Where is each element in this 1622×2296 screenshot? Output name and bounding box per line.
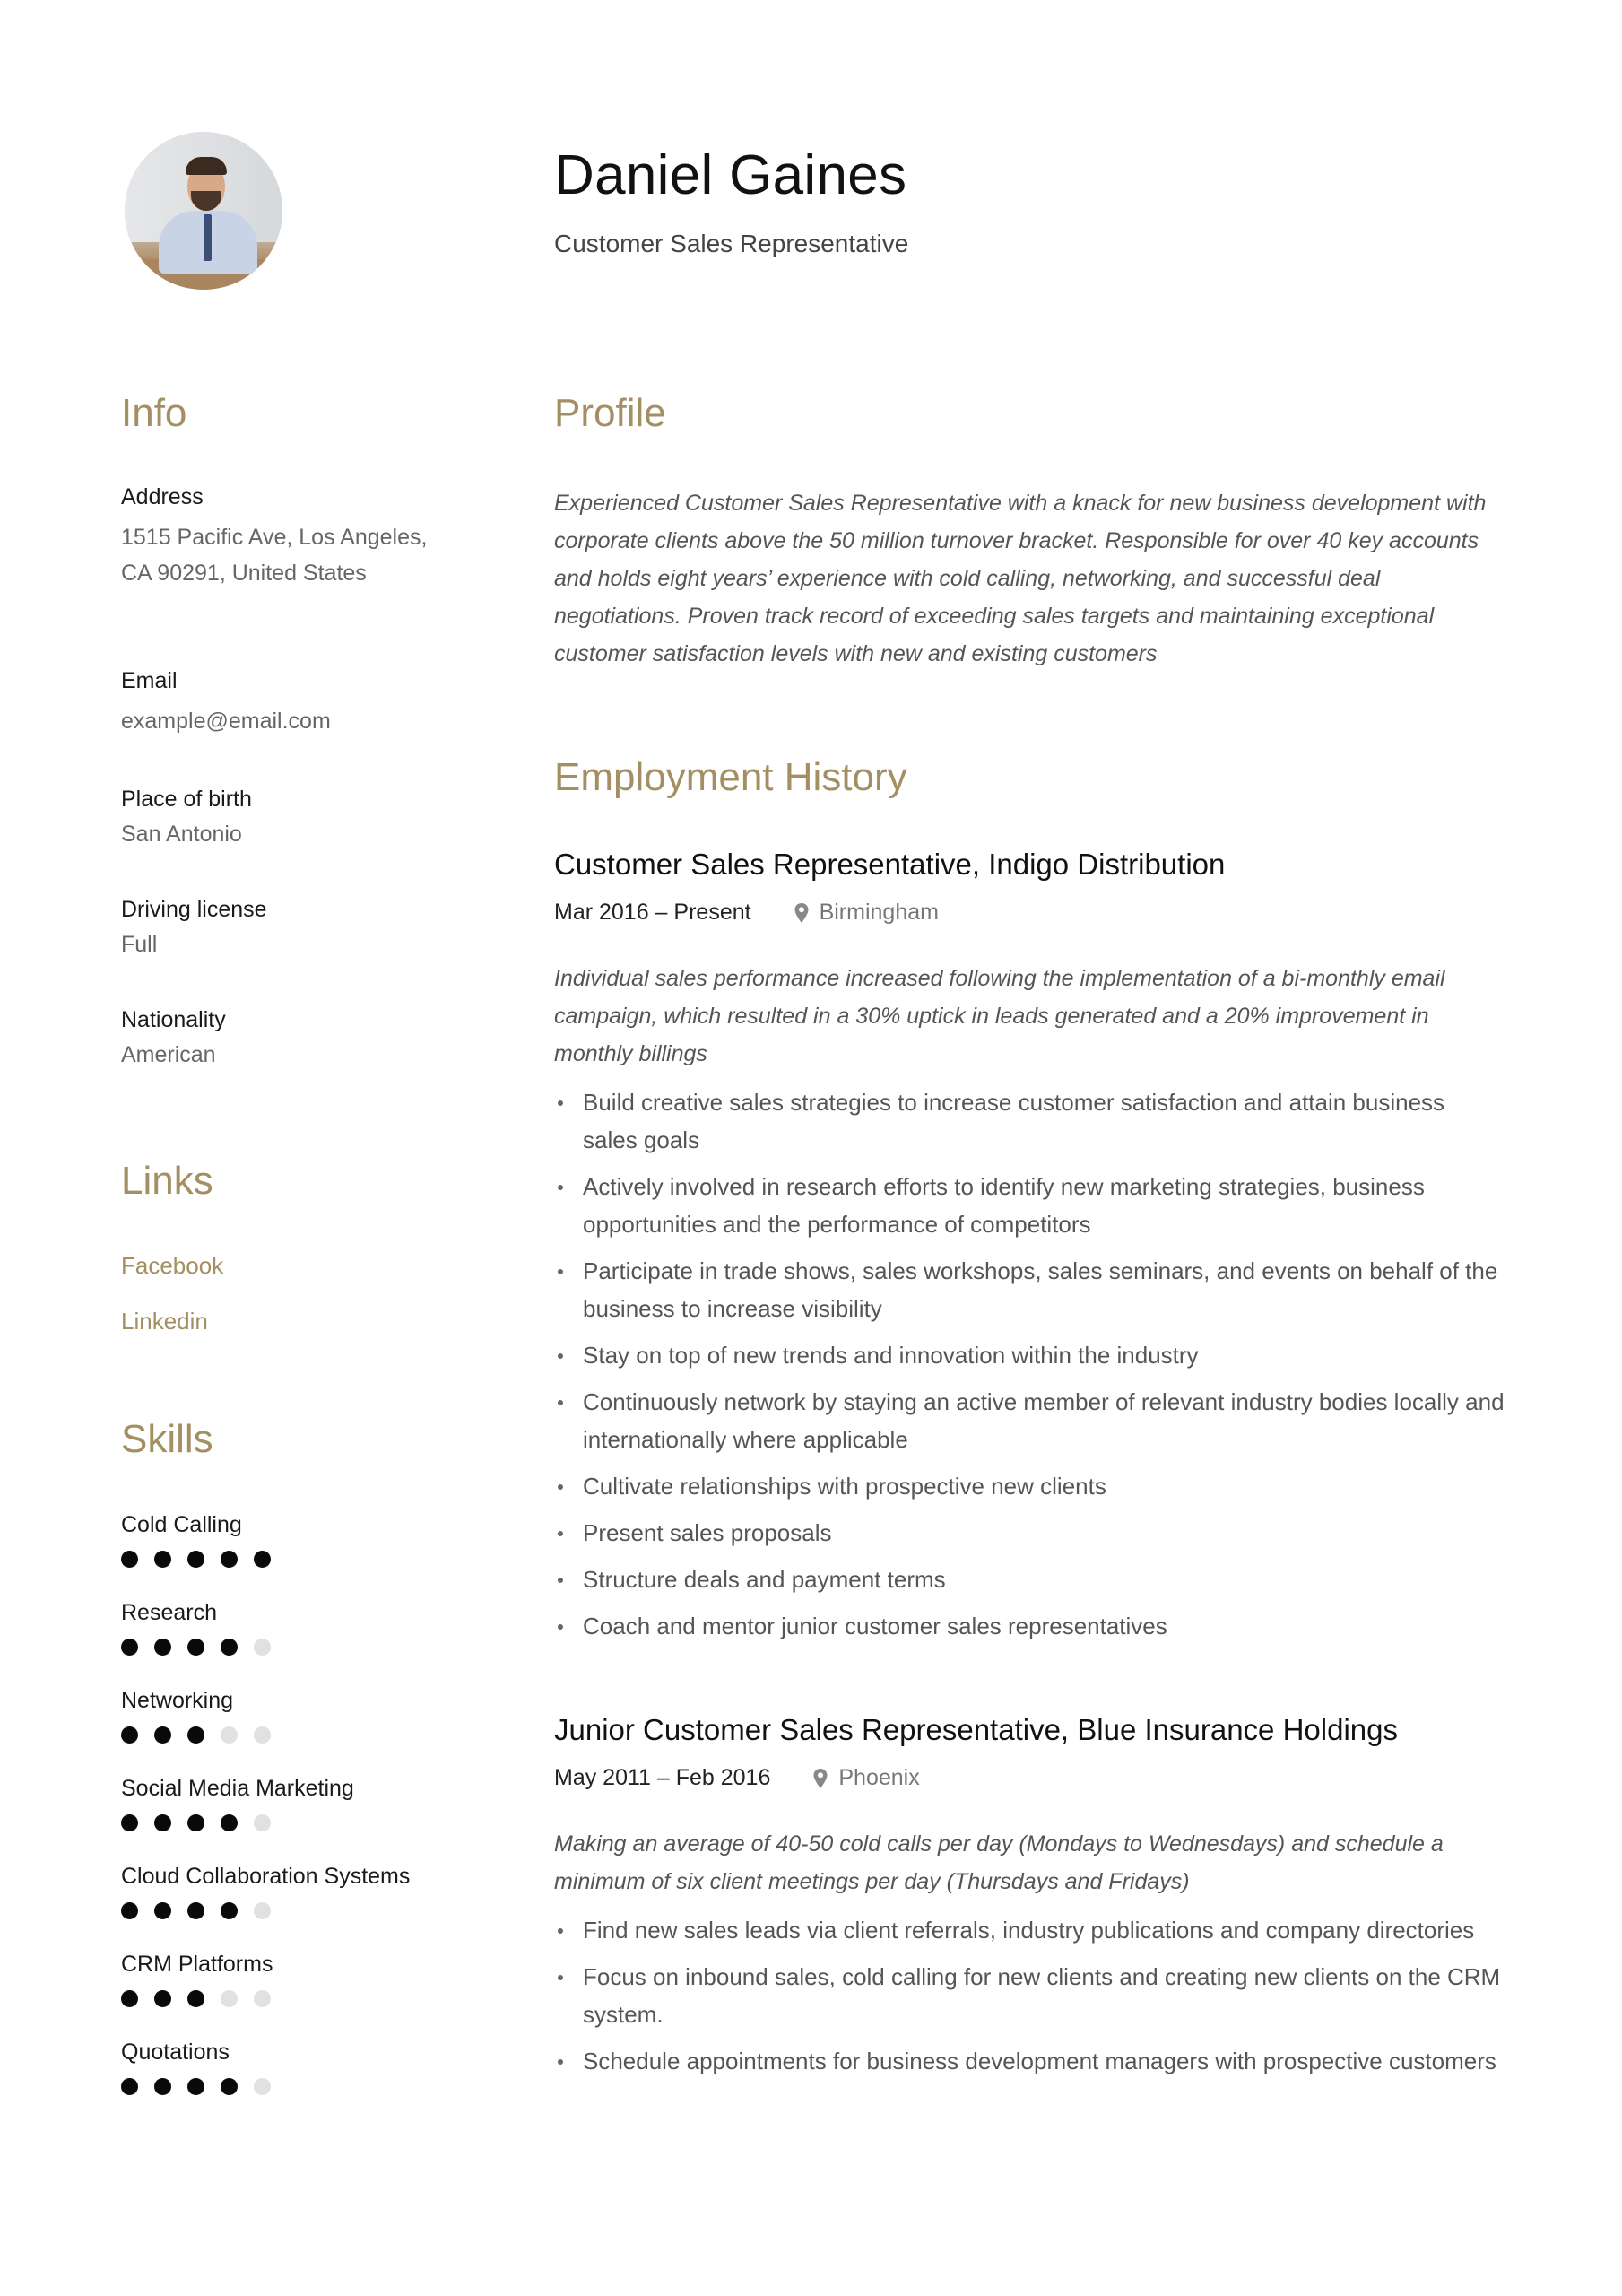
rating-dot-empty-icon — [254, 2078, 271, 2095]
link-facebook[interactable]: Facebook — [121, 1252, 224, 1279]
info-birthplace — [121, 787, 462, 852]
rating-dot-empty-icon — [221, 1726, 238, 1744]
job-meta — [554, 900, 1505, 926]
job-bullet: Coach and mentor junior customer sales representatives — [554, 1607, 1505, 1645]
info-label: Email — [121, 668, 178, 693]
rating-dot-filled-icon — [187, 1814, 204, 1831]
location-pin-icon — [811, 1768, 829, 1789]
job-bullet: Focus on inbound sales, cold calling for new clients and creating new clients on the CRM system. — [554, 1958, 1505, 2033]
job-title: Customer Sales Representative, Indigo Distribution — [554, 848, 1226, 881]
job-entry-2 — [554, 1713, 1505, 2089]
rating-dot-filled-icon — [221, 1814, 238, 1831]
rating-dot-filled-icon — [121, 1551, 138, 1568]
rating-dot-filled-icon — [187, 2078, 204, 2095]
skill-item — [121, 1512, 462, 1568]
skills-list — [121, 1512, 462, 2127]
rating-dot-filled-icon — [221, 1902, 238, 1919]
info-value: Full — [121, 932, 158, 957]
info-value: San Antonio — [121, 822, 242, 847]
info-nationality — [121, 1007, 462, 1073]
info-label: Driving license — [121, 897, 267, 922]
rating-dot-filled-icon — [221, 1639, 238, 1656]
rating-dot-filled-icon — [187, 1990, 204, 2007]
job-bullet: Continuously network by staying an active member of relevant industry bodies locally and internationally where applicable — [554, 1383, 1505, 1458]
job-summary: Making an average of 40-50 cold calls per day (Mondays to Wednesdays) and schedule a minimum of six client meetings per day (Thursdays and Fridays) — [554, 1831, 1444, 1894]
job-summary: Individual sales performance increased following the implementation of a bi-monthly email campaign, which resulted in a 30% uptick in leads generated and a 20% improvement in monthly billings — [554, 966, 1445, 1066]
rating-dot-filled-icon — [154, 1639, 171, 1656]
skill-name: Quotations — [121, 2039, 230, 2065]
rating-dot-filled-icon — [121, 1990, 138, 2007]
skill-rating — [121, 1639, 462, 1656]
skill-rating — [121, 1814, 462, 1831]
links-heading: Links — [121, 1159, 213, 1203]
rating-dot-empty-icon — [254, 1814, 271, 1831]
info-value: 1515 Pacific Ave, Los Angeles, CA 90291, United States — [121, 525, 428, 586]
skill-rating — [121, 1726, 462, 1744]
rating-dot-filled-icon — [154, 1551, 171, 1568]
skill-name: Social Media Marketing — [121, 1776, 354, 1801]
job-location — [811, 1765, 919, 1791]
job-bullet: Structure deals and payment terms — [554, 1561, 1505, 1598]
job-bullet: Stay on top of new trends and innovation within the industry — [554, 1336, 1505, 1374]
skill-name: Networking — [121, 1688, 234, 1713]
job-bullet: Find new sales leads via client referrals, industry publications and company directories — [554, 1911, 1505, 1949]
profile-photo — [125, 132, 282, 290]
profile-summary: Experienced Customer Sales Representative with a knack for new business development with corporate clients above the 50 million turnover bracket. Responsible for over 40 key accounts and holds eight years’ experience with cold calling, networking, and successful deal negotiations. Proven track record of exceeding sales targets and maintaining exceptional customer satisfaction levels with new and existing customers — [554, 491, 1487, 666]
skill-name: CRM Platforms — [121, 1952, 273, 1977]
rating-dot-filled-icon — [187, 1726, 204, 1744]
info-driving-license — [121, 897, 462, 962]
skill-rating — [121, 1551, 462, 1568]
job-bullet: Participate in trade shows, sales workshops, sales seminars, and events on behalf of the business to increase visibility — [554, 1252, 1505, 1327]
rating-dot-empty-icon — [254, 1990, 271, 2007]
skill-item — [121, 1688, 462, 1744]
rating-dot-filled-icon — [254, 1551, 271, 1568]
rating-dot-empty-icon — [254, 1726, 271, 1744]
info-email — [121, 668, 462, 739]
skill-item — [121, 1864, 462, 1919]
info-label: Place of birth — [121, 787, 252, 812]
rating-dot-filled-icon — [187, 1902, 204, 1919]
skill-item — [121, 1776, 462, 1831]
rating-dot-empty-icon — [254, 1902, 271, 1919]
skill-name: Research — [121, 1600, 217, 1625]
rating-dot-filled-icon — [121, 1814, 138, 1831]
rating-dot-filled-icon — [187, 1551, 204, 1568]
rating-dot-filled-icon — [121, 1726, 138, 1744]
rating-dot-empty-icon — [254, 1639, 271, 1656]
skills-heading: Skills — [121, 1417, 213, 1461]
location-pin-icon — [793, 902, 811, 924]
job-dates: May 2011 – Feb 2016 — [554, 1765, 771, 1790]
job-dates: Mar 2016 – Present — [554, 900, 751, 925]
info-label: Address — [121, 484, 204, 509]
rating-dot-filled-icon — [187, 1639, 204, 1656]
skill-name: Cold Calling — [121, 1512, 242, 1537]
rating-dot-filled-icon — [121, 1902, 138, 1919]
rating-dot-filled-icon — [121, 2078, 138, 2095]
job-location-text: Phoenix — [838, 1765, 920, 1790]
rating-dot-filled-icon — [154, 2078, 171, 2095]
job-bullet: Present sales proposals — [554, 1514, 1505, 1552]
skill-rating — [121, 2078, 462, 2095]
skill-item — [121, 2039, 462, 2095]
info-value: American — [121, 1042, 216, 1067]
rating-dot-filled-icon — [221, 1551, 238, 1568]
job-bullet: Schedule appointments for business development managers with prospective customers — [554, 2042, 1505, 2080]
job-bullet: Build creative sales strategies to increase customer satisfaction and attain business sales goals — [554, 1083, 1505, 1159]
job-entry-1 — [554, 848, 1505, 1654]
rating-dot-filled-icon — [154, 1726, 171, 1744]
candidate-name: Daniel Gaines — [554, 144, 907, 206]
rating-dot-filled-icon — [154, 1814, 171, 1831]
link-linkedin[interactable]: Linkedin — [121, 1308, 208, 1335]
skill-item — [121, 1952, 462, 2007]
profile-heading: Profile — [554, 391, 666, 435]
job-bullet: Cultivate relationships with prospective new clients — [554, 1467, 1505, 1505]
rating-dot-filled-icon — [221, 2078, 238, 2095]
job-bullets — [554, 1083, 1505, 1645]
info-label: Nationality — [121, 1007, 226, 1032]
rating-dot-empty-icon — [221, 1990, 238, 2007]
skill-item — [121, 1600, 462, 1656]
job-location-text: Birmingham — [819, 900, 939, 925]
candidate-title: Customer Sales Representative — [554, 230, 909, 257]
skill-name: Cloud Collaboration Systems — [121, 1864, 411, 1889]
rating-dot-filled-icon — [154, 1902, 171, 1919]
info-value: example@email.com — [121, 709, 331, 734]
rating-dot-filled-icon — [121, 1639, 138, 1656]
job-bullet: Actively involved in research efforts to identify new marketing strategies, business opportunities and the performance of competitors — [554, 1168, 1505, 1243]
job-location — [793, 900, 939, 926]
job-meta — [554, 1765, 1505, 1791]
rating-dot-filled-icon — [154, 1990, 171, 2007]
skill-rating — [121, 1902, 462, 1919]
job-title: Junior Customer Sales Representative, Blue Insurance Holdings — [554, 1713, 1398, 1746]
info-heading: Info — [121, 391, 187, 435]
skill-rating — [121, 1990, 462, 2007]
info-address — [121, 484, 462, 591]
employment-heading: Employment History — [554, 755, 907, 799]
job-bullets — [554, 1911, 1505, 2080]
